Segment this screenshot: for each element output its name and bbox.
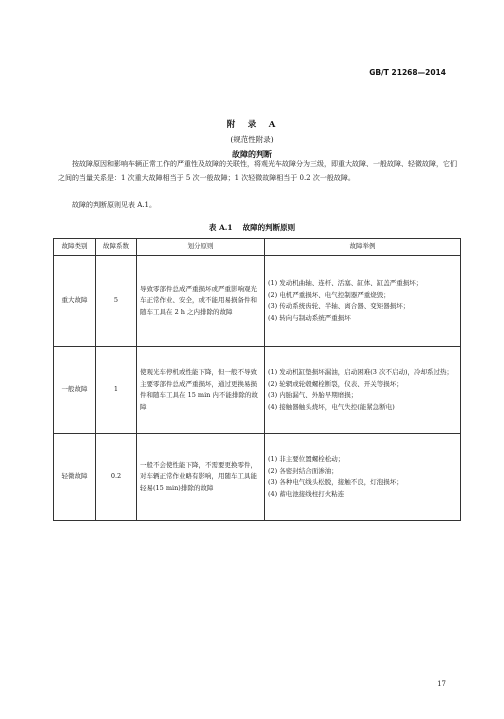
- example-item: (1) 发动机曲轴、连杆、活塞、缸体、缸盖严重损坏；: [268, 279, 423, 287]
- column-header: 故障类别: [54, 239, 96, 256]
- intro-paragraph: 按故障原因和影响车辆正常工作的严重性及故障的关联性，将观光车故障分为三级，即重大故障、一般故障、轻微故障，它们之间的当量关系是：1 次重大故障相当于 5 次一般故障；1 次轻微故障相当于 0.2 次一般故障。: [58, 160, 457, 182]
- table-caption: [0, 222, 504, 233]
- example-item: (1) 非主要位置螺栓松动；: [268, 455, 345, 463]
- fault-coefficient: 0.2: [96, 434, 137, 521]
- table-title: 故障的判断原则: [242, 223, 296, 232]
- table-number: 表 A.1: [208, 223, 233, 232]
- fault-examples: [265, 256, 461, 347]
- page-number: 17: [437, 680, 446, 688]
- example-item: (4) 接触器触头烧坏，电气失控(能紧急断电): [268, 402, 395, 411]
- example-item: (2) 轮辋或轮毂螺栓断裂，仪表、开关等损坏；: [268, 379, 403, 388]
- fault-coefficient: 5: [96, 256, 137, 347]
- example-item: (2) 各密封结合面渗油；: [268, 466, 338, 475]
- example-item: (4) 转向与制动系统严重损坏: [268, 313, 351, 322]
- standard-number: GB/T 21268—2014: [369, 68, 446, 77]
- fault-examples: [265, 434, 461, 521]
- fault-examples: [265, 347, 461, 434]
- appendix-title: 附 录 A: [226, 120, 278, 130]
- fault-category: 重大故障: [54, 256, 96, 347]
- fault-category: 一般故障: [54, 347, 96, 434]
- table-row: [54, 256, 461, 347]
- table-row: [54, 434, 461, 521]
- fault-category: 轻微故障: [54, 434, 96, 521]
- example-item: (2) 电机严重损坏、电气控制器严重烧毁；: [268, 290, 390, 299]
- table-row: [54, 347, 461, 434]
- example-item: (3) 各种电气线头松脱，接触不良，灯泡损坏；: [268, 478, 403, 486]
- fault-principle: 导致零部件总成严重损坏或严重影响观光车正常作业、安全，或不能用易损备件和随车工具在 2 h 之内排除的故障: [137, 256, 265, 347]
- appendix-heading: 故障的判断: [232, 149, 272, 159]
- table-header-row: [54, 239, 461, 256]
- fault-criteria-table: [53, 238, 461, 521]
- fault-principle: 使观光车停机或性能下降，但一般不导致主要零部件总成严重损坏，通过更换易损件和随车工具在 15 min 内不能排除的故障: [137, 347, 265, 434]
- column-header: 故障系数: [96, 239, 137, 256]
- appendix-subtitle: (规范性附录): [230, 135, 274, 144]
- reference-paragraph: 故障的判断原则见表 A.1。: [72, 201, 156, 209]
- fault-principle: 一般不会使性能下降，不需要更换零件，对车辆正常作业略有影响，用随车工具能轻易(15 min)排除的故障: [137, 434, 265, 521]
- example-item: (3) 传动系统齿轮、半轴、离合器、变矩器损坏；: [268, 302, 410, 310]
- example-item: (4) 蓄电池接线柱打火粘连: [268, 489, 345, 498]
- column-header: 故障举例: [265, 239, 461, 256]
- fault-coefficient: 1: [96, 347, 137, 434]
- example-item: (1) 发动机缸垫损坏漏油，启动困难(3 次不启动)，冷却系过热；: [268, 368, 454, 376]
- column-header: 划分原则: [137, 239, 265, 256]
- example-item: (3) 内胎漏气、外胎早期磨损；: [268, 391, 358, 399]
